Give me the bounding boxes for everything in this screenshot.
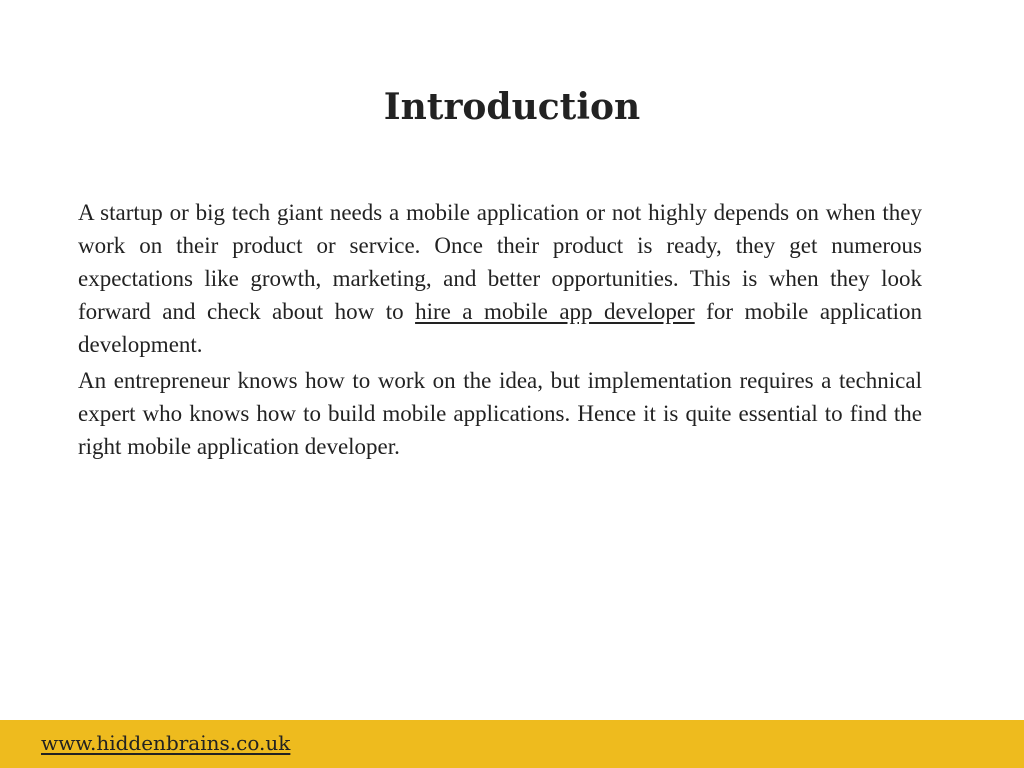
paragraph-2: An entrepreneur knows how to work on the idea, but implementation requires a technical expert who knows how to build mobile applications. Hence it is quite essential to find the right mobile application developer. [78, 368, 922, 459]
hire-app-developer-link[interactable]: hire a mobile app developer [415, 299, 695, 324]
paragraph-1-text-before-link: A startup or big tech giant needs a mobile application or not highly depends on when they work on their product or service. Once their product is ready, they get numerous expectations like growth, marketing, and better opportunities. This is when they look forward and check about how to [78, 200, 922, 324]
body-text [78, 196, 922, 466]
footer-bar [0, 720, 1024, 768]
slide-title: Introduction [383, 86, 641, 128]
paragraph-1 [78, 196, 922, 361]
paragraph-1-text-after-link: for mobile application development. [78, 299, 923, 357]
website-link[interactable]: www.hiddenbrains.co.uk [41, 731, 291, 755]
